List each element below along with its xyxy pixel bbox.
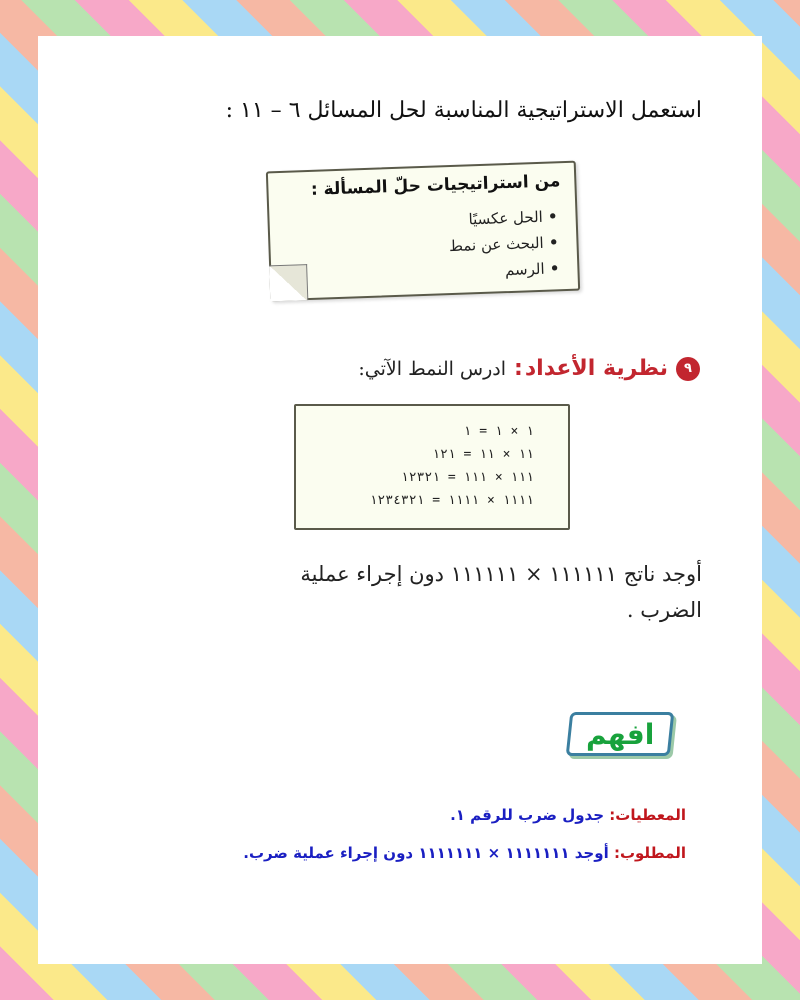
page-heading: استعمل الاستراتيجية المناسبة لحل المسائل ٦ – ١١ : bbox=[225, 98, 702, 123]
page-curl-decoration bbox=[269, 264, 308, 301]
exercise-title-colon: : bbox=[514, 356, 523, 381]
givens-label: المعطيات: bbox=[609, 806, 686, 824]
required-label: المطلوب: bbox=[613, 844, 686, 862]
pattern-line: ١ × ١ = ١ bbox=[463, 424, 534, 439]
pattern-line: ١١ × ١١ = ١٢١ bbox=[432, 447, 534, 462]
exercise-header bbox=[358, 356, 700, 381]
exercise-instruction: ادرس النمط الآتي: bbox=[358, 357, 507, 380]
exercise-question bbox=[142, 556, 702, 628]
pattern-box bbox=[294, 404, 570, 530]
required-value: أوجد ١١١١١١١ × ١١١١١١١ دون إجراء عملية ضرب. bbox=[243, 844, 609, 862]
givens-row bbox=[66, 806, 686, 824]
strategy-list bbox=[448, 203, 560, 285]
worksheet-page bbox=[38, 36, 762, 964]
afham-label: افهم bbox=[585, 717, 655, 751]
exercise-number-badge: ٩ bbox=[676, 357, 700, 381]
strategy-item: • البحث عن نمط bbox=[449, 229, 559, 259]
strategy-note-card bbox=[266, 161, 580, 302]
exercise-title: نظرية الأعداد bbox=[524, 356, 668, 381]
required-row bbox=[66, 844, 686, 862]
question-line: الضرب . bbox=[626, 598, 702, 622]
pattern-line: ١١١١ × ١١١١ = ١٢٣٤٣٢١ bbox=[369, 493, 534, 508]
givens-value: جدول ضرب للرقم ١. bbox=[450, 806, 605, 824]
question-line: أوجد ناتج ١١١١١١ × ١١١١١١ دون إجراء عملية bbox=[300, 562, 702, 586]
pattern-line: ١١١ × ١١١ = ١٢٣٢١ bbox=[400, 470, 534, 485]
strategy-note-title: من استراتيجيات حلّ المسألة : bbox=[310, 171, 561, 200]
strategy-item: • الرسم bbox=[450, 255, 560, 285]
afham-badge bbox=[566, 712, 675, 756]
strategy-item: • الحل عكسيًا bbox=[448, 203, 558, 233]
